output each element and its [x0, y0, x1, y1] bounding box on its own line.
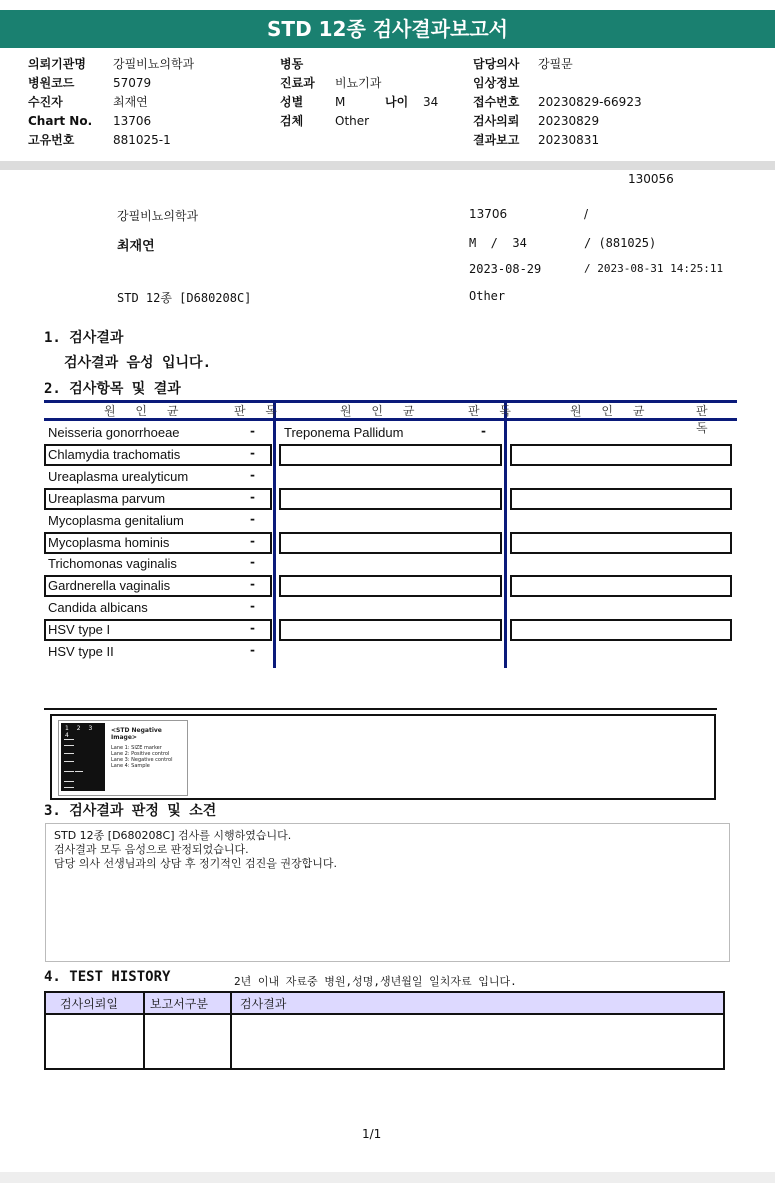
summary-report-datetime: / 2023-08-31 14:25:11: [584, 262, 724, 275]
header-col3: [473, 55, 642, 150]
opinion-line: STD 12종 [D680208C] 검사를 시행하였습니다.: [54, 829, 292, 842]
col2-judgement-header: 판 독: [468, 404, 519, 418]
gel-band: [64, 787, 74, 788]
table-divider-1: [273, 400, 276, 668]
department-value: 비뇨기과: [335, 76, 382, 90]
pathogen-result: -: [250, 555, 255, 569]
summary-hospital: 강필비뇨의학과: [117, 209, 199, 223]
pathogen-result: -: [250, 512, 255, 526]
gel-band: [75, 771, 83, 772]
gel-caption: [111, 727, 187, 769]
history-header-report-type: 보고서구분: [150, 997, 208, 1011]
row-box: [279, 619, 502, 641]
ward-label: 병동: [280, 57, 304, 71]
result-table: [44, 400, 737, 668]
footer-bar: [0, 1172, 775, 1183]
history-table-header: [46, 993, 723, 1015]
pathogen-name: Trichomonas vaginalis: [48, 556, 177, 571]
receipt-no-value: 20230829-66923: [538, 95, 642, 109]
col3-judgement-header: 판 독: [696, 404, 716, 435]
header-separator: [0, 161, 775, 170]
pathogen-result: -: [250, 599, 255, 613]
summary-birth: / (881025): [584, 236, 657, 250]
pathogen-result: -: [250, 643, 255, 657]
pathogen-name: HSV type II: [48, 644, 114, 659]
opinion-line: 검사결과 모두 음성으로 판정되었습니다.: [54, 843, 249, 856]
pathogen-result: -: [250, 446, 255, 460]
row-box: [510, 532, 732, 554]
col2-pathogen-header: 원 인 균: [340, 404, 423, 418]
row-box: [510, 488, 732, 510]
sex-value: M: [335, 95, 346, 109]
pathogen-name: Chlamydia trachomatis: [48, 447, 181, 462]
hospital-value: 강필비뇨의학과: [113, 57, 195, 71]
summary-patient: 최재연: [117, 239, 155, 254]
gel-band: [64, 745, 74, 746]
pathogen-result: -: [481, 424, 486, 438]
row-box: [279, 575, 502, 597]
pathogen-name: Neisseria gonorrhoeae: [48, 425, 180, 440]
pathogen-result: -: [250, 577, 255, 591]
history-table: [44, 991, 725, 1070]
summary-code: 130056: [628, 172, 674, 186]
request-date-label: 검사의뢰: [473, 114, 520, 128]
history-col-divider: [143, 993, 145, 1068]
hospital-code-value: 57079: [113, 76, 152, 90]
receipt-no-label: 접수번호: [473, 95, 520, 109]
history-note: 2년 이내 자료중 병원,성명,생년월일 일치자료 입니다.: [234, 975, 517, 988]
col3-pathogen-header: 원 인 균: [570, 404, 653, 418]
summary-request-date: 2023-08-29: [469, 262, 542, 276]
patient-value: 최재연: [113, 95, 148, 109]
history-col-divider: [230, 993, 232, 1068]
opinion-box: [45, 823, 730, 962]
chart-no-label: Chart No.: [28, 114, 93, 128]
pathogen-result: -: [250, 490, 255, 504]
gel-image-box: [50, 714, 716, 800]
gel-band: [64, 739, 74, 740]
section4-title: 4. TEST HISTORY: [44, 969, 171, 985]
section1-title: 1. 검사결과: [44, 330, 124, 346]
pathogen-name: Mycoplasma genitalium: [48, 513, 184, 528]
col1-pathogen-header: 원 인 균: [104, 404, 187, 418]
pathogen-name: Mycoplasma hominis: [48, 535, 170, 550]
age-label: 나이: [385, 95, 409, 109]
specimen-value: Other: [335, 114, 370, 128]
unique-id-value: 881025-1: [113, 133, 171, 147]
gel-band: [64, 781, 74, 782]
doctor-label: 담당의사: [473, 57, 520, 71]
gel-band: [64, 771, 74, 772]
summary-sex-age: M / 34: [469, 236, 527, 250]
header-col1: [28, 55, 194, 150]
specimen-label: 검체: [280, 114, 304, 128]
department-label: 진료과: [280, 76, 315, 90]
unique-id-label: 고유번호: [28, 133, 75, 147]
section1-result: 검사결과 음성 입니다.: [64, 355, 212, 371]
gel-band: [64, 753, 74, 754]
section2-title: 2. 검사항목 및 결과: [44, 381, 181, 397]
gel-photo: [61, 723, 105, 791]
history-header-result: 검사결과: [240, 997, 287, 1011]
pathogen-name: Treponema Pallidum: [284, 425, 404, 440]
hospital-code-label: 병원코드: [28, 76, 75, 90]
chart-no-value: 13706: [113, 114, 152, 128]
section3-title: 3. 검사결과 판정 및 소견: [44, 803, 217, 819]
request-date-value: 20230829: [538, 114, 600, 128]
age-value: 34: [423, 95, 439, 109]
gel-image: [58, 720, 188, 796]
patient-label: 수진자: [28, 95, 63, 109]
summary-specimen: Other: [469, 289, 506, 303]
pathogen-result: -: [250, 424, 255, 438]
gel-caption-line: Lane 2: Positive control: [111, 751, 170, 757]
pathogen-result: -: [250, 621, 255, 635]
pathogen-name: HSV type I: [48, 622, 111, 637]
col1-judgement-header: 판 독: [234, 404, 285, 418]
header-col2: [280, 55, 438, 131]
report-title: STD 12종 검사결과보고서: [0, 10, 775, 48]
history-header-request-date: 검사의뢰일: [60, 997, 118, 1011]
row-box: [279, 532, 502, 554]
clinical-info-label: 임상정보: [473, 76, 520, 90]
opinion-line: 담당 의사 선생님과의 상담 후 정기적인 검진을 권장합니다.: [54, 857, 337, 870]
pathogen-name: Gardnerella vaginalis: [48, 578, 171, 593]
summary-chart: 13706: [469, 207, 508, 221]
pathogen-name: Ureaplasma urealyticum: [48, 469, 189, 484]
gel-caption-title: <STD Negative Image>: [111, 727, 162, 741]
gel-caption-line: Lane 3: Negative control: [111, 757, 173, 763]
row-box: [510, 444, 732, 466]
report-date-value: 20230831: [538, 133, 600, 147]
table-divider-2: [504, 400, 507, 668]
sex-label: 성별: [280, 95, 304, 109]
gel-caption-line: Lane 1: SIZE marker: [111, 745, 162, 751]
report-date-label: 결과보고: [473, 133, 520, 147]
row-box: [279, 488, 502, 510]
pathogen-result: -: [250, 534, 255, 548]
gel-band: [64, 761, 74, 762]
row-box: [510, 619, 732, 641]
row-box: [510, 575, 732, 597]
row-box: [279, 444, 502, 466]
image-divider-line: [44, 708, 717, 710]
pathogen-name: Ureaplasma parvum: [48, 491, 166, 506]
hospital-label: 의뢰기관명: [28, 57, 86, 71]
doctor-value: 강필문: [538, 57, 573, 71]
summary-test-name: STD 12종 [D680208C]: [117, 291, 252, 305]
page-number: 1/1: [362, 1127, 382, 1141]
lane-numbers: 1 2 3 4: [65, 725, 96, 739]
summary-slash: /: [584, 207, 589, 221]
pathogen-name: Candida albicans: [48, 600, 148, 615]
pathogen-result: -: [250, 468, 255, 482]
gel-caption-line: Lane 4: Sample: [111, 763, 150, 769]
